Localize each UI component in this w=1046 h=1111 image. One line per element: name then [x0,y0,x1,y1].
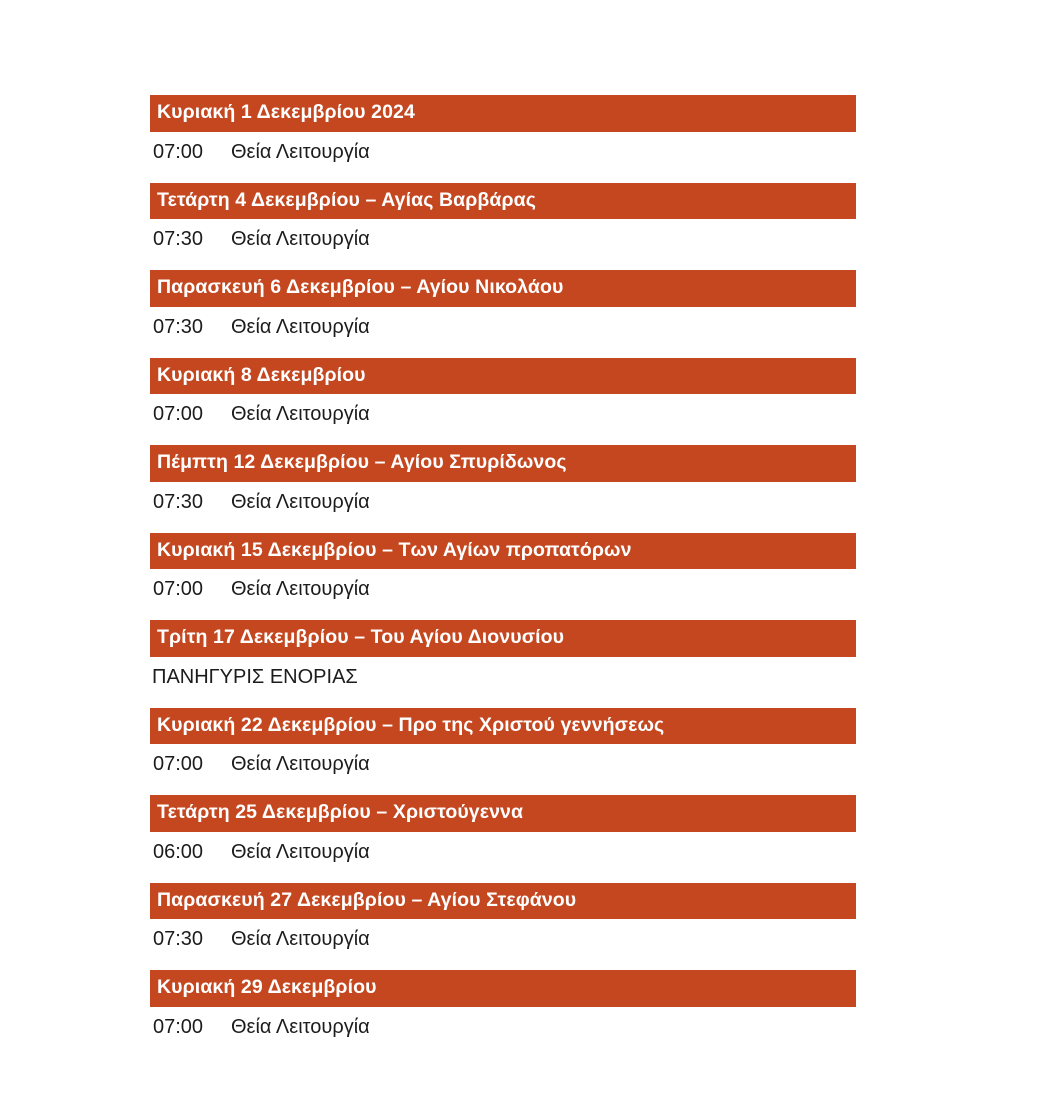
schedule-entry [150,95,856,164]
schedule-entry-text: Θεία Λειτουργία [231,578,370,600]
schedule-entry-detail [150,132,856,164]
schedule-entry-text: Θεία Λειτουργία [231,228,370,250]
schedule-entry-detail [150,919,856,951]
schedule-entry-detail [150,569,856,601]
schedule-entry-text: Θεία Λειτουργία [231,140,370,163]
schedule-entry-detail [150,307,856,339]
service-schedule-list [150,95,856,1039]
schedule-entry-heading: Κυριακή 29 Δεκεμβρίου [150,970,856,1007]
schedule-entry-detail [150,1007,856,1039]
schedule-entry-text: Θεία Λειτουργία [231,840,370,863]
schedule-entry-text: Θεία Λειτουργία [231,753,370,775]
schedule-entry-heading: Κυριακή 15 Δεκεμβρίου – Των Αγίων προπατόρων [150,533,856,570]
schedule-entry [150,445,856,514]
schedule-entry-time: 07:00 [153,1015,204,1038]
schedule-entry-time: 07:30 [153,228,204,250]
schedule-entry [150,183,856,252]
schedule-entry-detail [150,832,856,864]
schedule-entry-heading: Κυριακή 8 Δεκεμβρίου [150,358,856,395]
schedule-entry-time: 06:00 [153,840,204,863]
schedule-entry-detail [150,219,856,251]
schedule-entry-time: 07:00 [153,140,204,163]
schedule-entry [150,533,856,602]
schedule-entry-text: Θεία Λειτουργία [231,490,370,513]
schedule-entry-detail [150,744,856,776]
schedule-entry-detail [150,482,856,514]
schedule-entry-heading: Τρίτη 17 Δεκεμβρίου – Του Αγίου Διονυσίου [150,620,856,657]
schedule-entry-text: Θεία Λειτουργία [231,928,370,950]
schedule-entry-heading: Τετάρτη 4 Δεκεμβρίου – Αγίας Βαρβάρας [150,183,856,220]
schedule-entry-heading: Παρασκευή 27 Δεκεμβρίου – Αγίου Στεφάνου [150,883,856,920]
schedule-entry-time: 07:30 [153,928,204,950]
schedule-entry-text: ΠΑΝΗΓΥΡΙΣ ΕΝΟΡΙΑΣ [152,665,358,688]
schedule-entry-text: Θεία Λειτουργία [231,403,370,425]
schedule-entry [150,795,856,864]
schedule-entry-heading: Παρασκευή 6 Δεκεμβρίου – Αγίου Νικολάου [150,270,856,307]
schedule-entry [150,270,856,339]
schedule-entry [150,708,856,777]
schedule-entry [150,620,856,689]
schedule-entry-heading: Τετάρτη 25 Δεκεμβρίου – Χριστούγεννα [150,795,856,832]
schedule-entry-time: 07:00 [153,578,204,600]
schedule-entry-heading: Κυριακή 1 Δεκεμβρίου 2024 [150,95,856,132]
schedule-entry-time: 07:30 [153,315,204,338]
schedule-entry-time: 07:30 [153,490,204,513]
schedule-entry-time: 07:00 [153,403,204,425]
schedule-entry-time: 07:00 [153,753,204,775]
schedule-entry-heading: Πέμπτη 12 Δεκεμβρίου – Αγίου Σπυρίδωνος [150,445,856,482]
schedule-entry-text: Θεία Λειτουργία [231,1015,370,1038]
schedule-entry [150,883,856,952]
schedule-entry [150,358,856,427]
schedule-entry-text: Θεία Λειτουργία [231,315,370,338]
schedule-entry-detail [150,394,856,426]
schedule-entry-detail [150,657,856,689]
schedule-entry-heading: Κυριακή 22 Δεκεμβρίου – Προ της Χριστού γεννήσεως [150,708,856,745]
schedule-entry [150,970,856,1039]
